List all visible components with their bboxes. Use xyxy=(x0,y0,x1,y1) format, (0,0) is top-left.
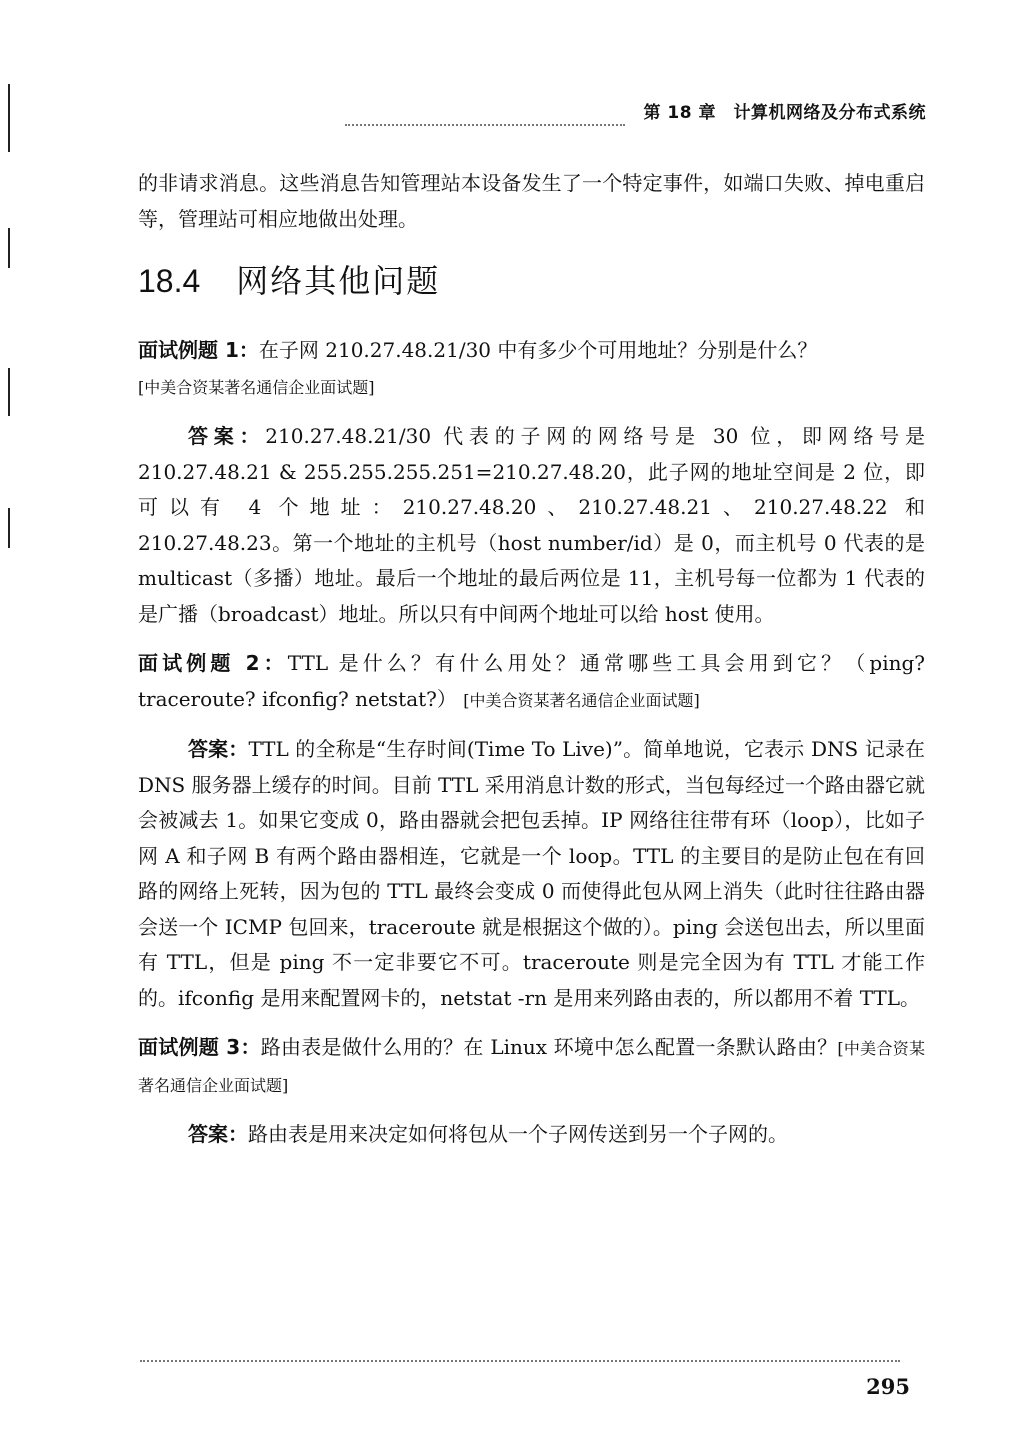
question-text: 在子网 210.27.48.21/30 中有多少个可用地址？分别是什么？ xyxy=(258,338,818,362)
section-heading xyxy=(138,261,925,301)
question-text: TTL 是什么？有什么用处？通常哪些工具会用到它？（ping? traceroute? ifconfig? netstat?） xyxy=(138,651,925,711)
page-number: 295 xyxy=(866,1374,910,1399)
interview-question-2 xyxy=(138,646,925,718)
scan-margin-mark xyxy=(8,228,10,268)
answer-2 xyxy=(138,732,925,1016)
footer-rule xyxy=(140,1360,900,1362)
question-source: [中美合资某著名通信企业面试题] xyxy=(138,1039,925,1095)
question-text: 路由表是做什么用的？在 Linux 环境中怎么配置一条默认路由？ xyxy=(260,1035,838,1059)
scan-margin-mark xyxy=(8,508,10,548)
interview-question-1 xyxy=(138,333,925,405)
scan-margin-mark xyxy=(8,368,10,416)
answer-text: 路由表是用来决定如何将包从一个子网传送到另一个子网的。 xyxy=(248,1122,788,1146)
answer-text: 210.27.48.21/30 代表的子网的网络号是 30 位，即网络号是 210.27.48.21 & 255.255.255.251=210.27.48.20，此子网的地址空间是 2 位，即可以有 4 个地址：210.27.48.20、210.27.48.21、210.27.48.22 和 210.27.48.23。第一个地址的主机号（host number/id）是 0，而主机号 0 代表的是 multicast（多播）地址。最后一个地址的最后两位是 11，主机号每一位都为 1 代表的是广播（broadcast）地址。所以只有中间两个地址可以给 host 使用。 xyxy=(138,424,925,626)
question-source: [中美合资某著名通信企业面试题] xyxy=(463,690,700,710)
page-body xyxy=(138,166,925,1167)
answer-text: TTL 的全称是“生存时间(Time To Live)”。简单地说，它表示 DNS 记录在 DNS 服务器上缓存的时间。目前 TTL 采用消息计数的形式，当包每经过一个路由器它就会被减去 1。如果它变成 0，路由器就会把包丢掉。IP 网络往往带有环（loop），比如子网 A 和子网 B 有两个路由器相连，它就是一个 loop。TTL 的主要目的是防止包在有回路的网络上死转，因为包的 TTL 最终会变成 0 而使得此包从网上消失（此时往往路由器会送一个 ICMP 包回来，traceroute 就是根据这个做的）。ping 会送包出去，所以里面有 TTL，但是 ping 不一定非要它不可。traceroute 则是完全因为有 TTL 才能工作的。ifconfig 是用来配置网卡的，netstat -rn 是用来列路由表的，所以都用不着 TTL。 xyxy=(138,737,926,1010)
answer-label: 答案： xyxy=(188,1122,248,1146)
scan-margin-mark xyxy=(8,84,10,152)
question-source: [中美合资某著名通信企业面试题] xyxy=(138,377,375,397)
section-number: 18.4 xyxy=(138,263,201,299)
intro-continuation: 的非请求消息。这些消息告知管理站本设备发生了一个特定事件，如端口失败、掉电重启等，管理站可相应地做出处理。 xyxy=(138,171,925,231)
answer-label: 答案： xyxy=(188,737,249,761)
running-head: 第 18 章 计算机网络及分布式系统 xyxy=(643,103,926,123)
header-rule xyxy=(345,124,625,126)
section-title: 网络其他问题 xyxy=(236,262,441,300)
interview-question-3 xyxy=(138,1030,925,1103)
question-label: 面试例题 2： xyxy=(138,651,288,675)
answer-1 xyxy=(138,419,925,632)
answer-label: 答案： xyxy=(188,424,266,448)
question-label: 面试例题 3： xyxy=(138,1035,261,1059)
answer-3 xyxy=(138,1117,925,1153)
question-label: 面试例题 1： xyxy=(138,338,259,362)
